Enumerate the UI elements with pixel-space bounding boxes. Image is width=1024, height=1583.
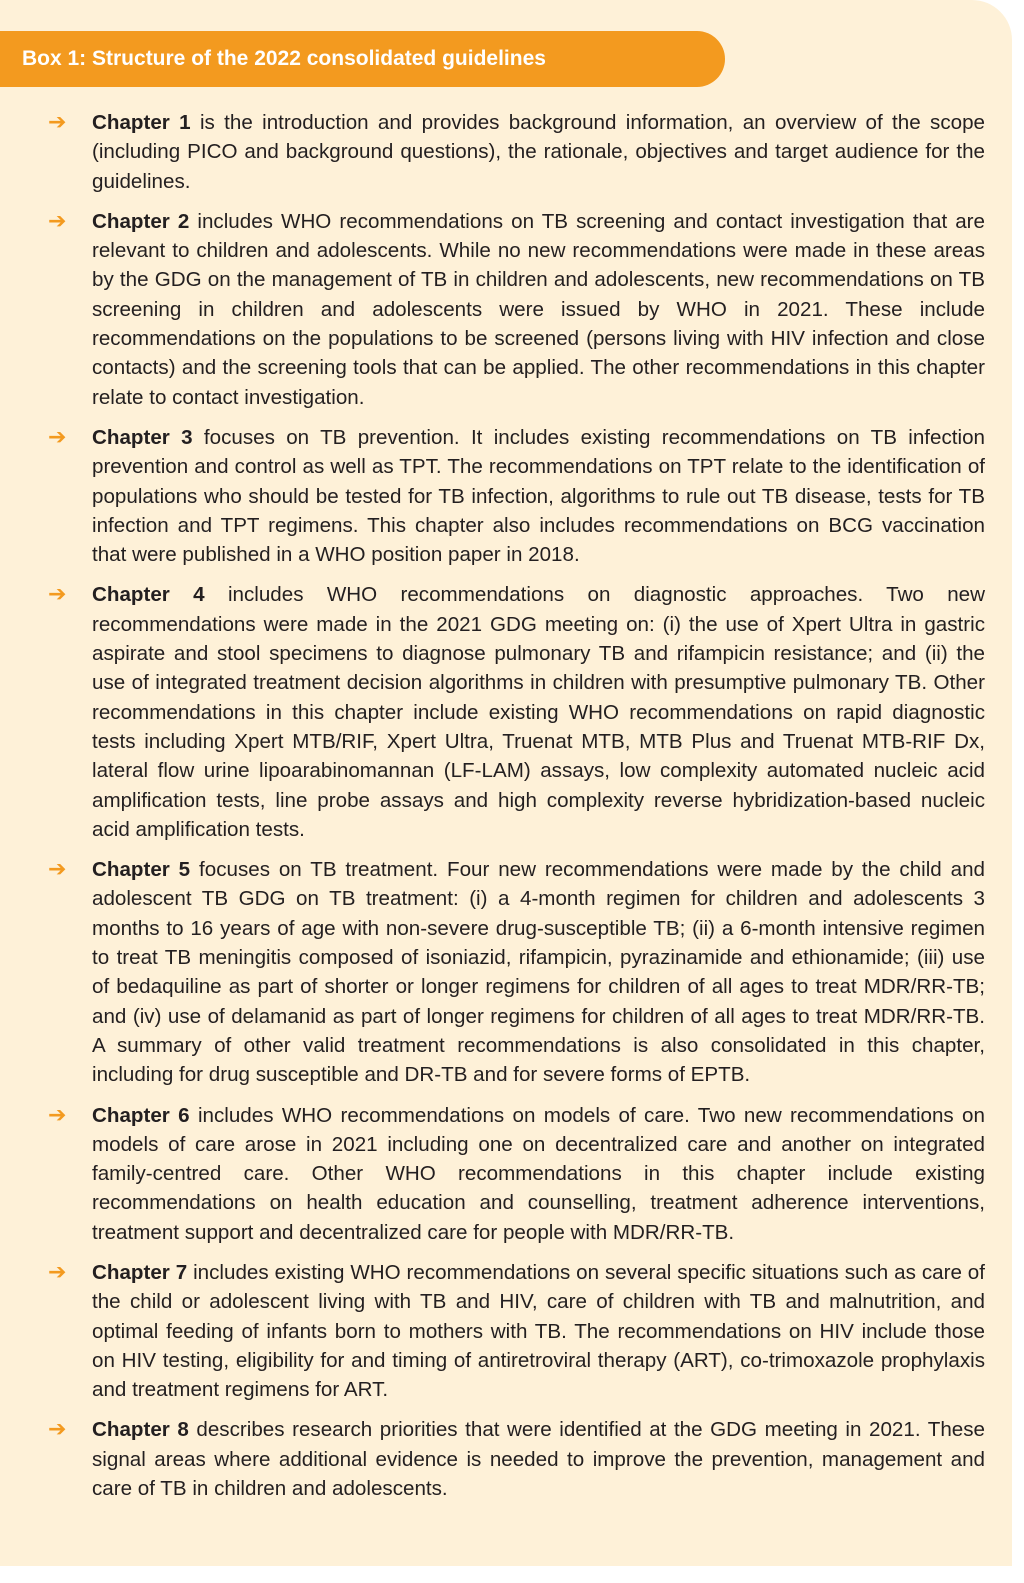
chapter-item-3 — [0, 423, 1012, 569]
chapter-description: includes WHO recommendations on models of care. Two new recommendations on models of care arose in 2021 including one on decentralized care and another on integrated family-centred care. Other WHO recommendations in this chapter include existing recommendations on health education and counselling, treatment adherence interventions, treatment support and decentralized care for people with MDR/RR-TB. — [92, 1103, 985, 1244]
chapter-description: focuses on TB prevention. It includes existing recommendations on TB infection prevention and control as well as TPT. The recommendations on TPT relate to the identification of populations who should be tested for TB infection, algorithms to rule out TB disease, tests for TB infection and TPT regimens. This chapter also includes recommendations on BCG vaccination that were published in a WHO position paper in 2018. — [92, 425, 985, 567]
chapter-title: Chapter 5 — [92, 858, 191, 882]
chapter-item-6 — [0, 1101, 1012, 1247]
chapter-title: Chapter 3 — [92, 425, 193, 449]
chapter-item-1 — [0, 108, 1012, 196]
arrow-right-icon: ➔ — [48, 1417, 67, 1443]
chapter-item-5 — [0, 855, 1012, 1089]
arrow-right-icon: ➔ — [48, 1259, 67, 1285]
arrow-right-icon: ➔ — [48, 110, 67, 135]
arrow-right-icon: ➔ — [48, 208, 67, 234]
chapter-title: Chapter 6 — [92, 1103, 190, 1127]
arrow-right-icon: ➔ — [48, 582, 67, 608]
arrow-right-icon: ➔ — [48, 1102, 67, 1128]
chapter-title: Chapter 1 — [92, 111, 191, 134]
chapter-list — [0, 108, 1012, 1514]
chapter-description: includes WHO recommendations on TB screening and contact investigation that are relevant to children and adolescents. While no new recommendations were made in these areas by the GDG on the management of TB in children and adolescents, new recommendations on TB screening in children and adolescents were issued by WHO in 2021. These include recommendations on the populations to be screened (persons living with HIV infection and close contacts) and the screening tools that can be applied. The other recommendations in this chapter relate to contact investigation. — [92, 209, 985, 409]
chapter-item-4 — [0, 580, 1012, 844]
chapter-item-2 — [0, 207, 1012, 412]
chapter-title: Chapter 7 — [92, 1260, 188, 1284]
arrow-right-icon: ➔ — [48, 857, 67, 883]
chapter-title: Chapter 8 — [92, 1418, 189, 1442]
chapter-description: describes research priorities that were identified at the GDG meeting in 2021. These signal areas where additional evidence is needed to improve the prevention, management and care of TB in children and adolescents. — [92, 1418, 985, 1501]
chapter-item-7 — [0, 1258, 1012, 1404]
chapter-description: is the introduction and provides background information, an overview of the scope (including PICO and background questions), the rationale, objectives and target audience for the guidelines. — [92, 111, 985, 193]
chapter-description: includes WHO recommendations on diagnostic approaches. Two new recommendations were made in the 2021 GDG meeting on: (i) the use of Xpert Ultra in gastric aspirate and stool specimens to diagnose pulmonary TB and rifampicin resistance; and (ii) the use of integrated treatment decision algorithms in children with presumptive pulmonary TB. Other recommendations in this chapter include existing WHO recommendations on rapid diagnostic tests including Xpert MTB/RIF, Xpert Ultra, Truenat MTB, MTB Plus and Truenat MTB-RIF Dx, lateral flow urine lipoarabinomannan (LF-LAM) assays, low complexity automated nucleic acid amplification tests, line probe assays and high complexity reverse hybridization-based nucleic acid amplification tests. — [92, 583, 985, 841]
arrow-right-icon: ➔ — [48, 424, 67, 450]
chapter-item-8 — [0, 1415, 1012, 1503]
box-title: Box 1: Structure of the 2022 consolidated guidelines — [0, 31, 725, 87]
chapter-title: Chapter 4 — [92, 583, 205, 607]
chapter-description: focuses on TB treatment. Four new recommendations were made by the child and adolescent TB GDG on TB treatment: (i) a 4-month regimen for children and adolescents 3 months to 16 years of age with non-severe drug-susceptible TB; (ii) a 6-month intensive regimen to treat TB meningitis composed of isoniazid, rifampicin, pyrazinamide and ethionamide; (iii) use of bedaquiline as part of shorter or longer regimens for children of all ages to treat MDR/RR-TB; and (iv) use of delamanid as part of longer regimens for children of all ages to treat MDR/RR-TB. A summary of other valid treatment recommendations is also consolidated in this chapter, including for drug susceptible and DR-TB and for severe forms of EPTB. — [92, 858, 985, 1087]
chapter-title: Chapter 2 — [92, 209, 190, 233]
chapter-description: includes existing WHO recommendations on several specific situations such as care of the child or adolescent living with TB and HIV, care of children with TB and malnutrition, and optimal feeding of infants born to mothers with TB. The recommendations on HIV include those on HIV testing, eligibility for and timing of antiretroviral therapy (ART), co-trimoxazole prophylaxis and treatment regimens for ART. — [92, 1260, 985, 1402]
